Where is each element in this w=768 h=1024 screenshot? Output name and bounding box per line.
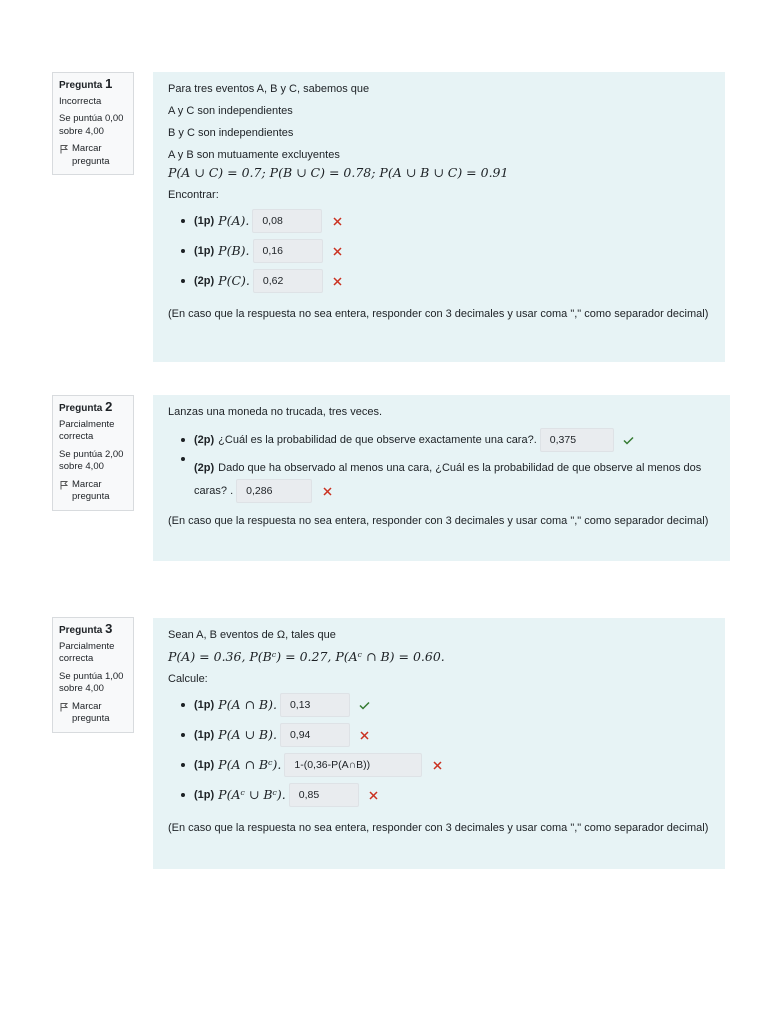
subquestion-item [168,780,711,810]
subquestion-list [168,690,711,810]
question-number: 3 [105,621,113,636]
answer-field[interactable]: 0,375 [540,428,614,452]
condition-line: A y B son mutuamente excluyentes [168,149,340,161]
subquestion-list [168,206,711,296]
answer-field[interactable]: 0,08 [252,209,322,233]
math-expression: P(A ∩ B). [218,697,277,712]
question-label: Pregunta [59,625,103,636]
flag-icon [59,144,69,154]
given-probabilities: P(A) = 0.36, P(Bᶜ) = 0.27, P(Aᶜ ∩ B) = 0.60. [168,649,445,664]
points-label: (1p) [194,245,215,257]
question-grade: Se puntúa 0,00 sobre 4,00 [59,113,124,137]
cross-icon [331,244,345,258]
points-label: (1p) [194,215,215,227]
cross-icon [358,728,372,742]
check-icon [358,698,372,712]
subquestion-item [168,690,711,720]
cross-icon [367,788,381,802]
points-label: (2p) [194,462,215,474]
flag-question-button[interactable] [59,479,127,504]
cross-icon [320,484,334,498]
question-grade: Se puntúa 1,00 sobre 4,00 [59,670,124,694]
flag-label: Marcar pregunta [72,478,110,502]
question-info-2 [52,395,134,511]
question-title [59,401,127,416]
question-info-1 [52,72,134,175]
subquestion-text: ¿Cuál es la probabilidad de que observe exactamente una cara?. [218,434,537,446]
flag-label: Marcar pregunta [72,143,110,167]
condition-line: B y C son independientes [168,127,294,139]
flag-label: Marcar pregunta [72,700,110,724]
subquestion-item [168,266,711,296]
given-probabilities: P(A ∪ C) = 0.7; P(B ∪ C) = 0.78; P(A ∪ B ∪ C) = 0.91 [168,165,509,180]
question-info-3 [52,617,134,733]
instruction-text: Encontrar: [168,189,219,201]
points-label: (1p) [194,729,215,741]
answer-field[interactable]: 0,85 [289,783,359,807]
points-label: (1p) [194,789,215,801]
answer-field[interactable]: 1-(0,36-P(A∩B)) [284,753,422,777]
question-label: Pregunta [59,80,103,91]
answer-field[interactable]: 0,286 [236,479,312,503]
question-content-2 [153,395,730,561]
answer-format-note: (En caso que la respuesta no sea entera, responder con 3 decimales y usar coma "," como separador decimal) [168,822,709,834]
answer-field[interactable]: 0,62 [253,269,323,293]
subquestion-item [168,720,711,750]
subquestion-item [168,206,711,236]
question-intro: Lanzas una moneda no trucada, tres veces. [168,406,383,418]
answer-format-note: (En caso que la respuesta no sea entera, responder con 3 decimales y usar coma "," como separador decimal) [168,308,709,320]
math-expression: P(A ∪ B). [218,727,277,742]
question-title [59,78,127,93]
question-number: 1 [105,76,113,91]
math-expression: P(C). [218,273,250,288]
flag-question-button[interactable] [59,701,127,726]
points-label: (1p) [194,759,215,771]
points-label: (2p) [194,434,215,446]
question-state: Incorrecta [59,95,102,107]
question-state: Parcialmente correcta [59,418,115,442]
question-intro: Sean A, B eventos de Ω, tales que [168,629,336,641]
question-title [59,623,127,638]
cross-icon [331,274,345,288]
subquestion-item [168,750,711,780]
question-state: Parcialmente correcta [59,640,115,664]
math-expression: P(B). [218,243,250,258]
question-content-3 [153,618,725,869]
instruction-text: Calcule: [168,673,208,685]
subquestion-text: Dado que ha observado al menos una cara, ¿Cuál es la probabilidad de que observe al menos dos caras? . [194,462,702,497]
subquestion-item [168,236,711,266]
check-icon [622,433,636,447]
answer-format-note: (En caso que la respuesta no sea entera, responder con 3 decimales y usar coma "," como separador decimal) [168,515,709,527]
cross-icon [430,758,444,772]
points-label: (2p) [194,275,215,287]
cross-icon [330,214,344,228]
answer-field[interactable]: 0,13 [280,693,350,717]
math-expression: P(A). [218,213,250,228]
flag-question-button[interactable] [59,143,127,168]
subquestion-list [168,425,716,503]
question-grade: Se puntúa 2,00 sobre 4,00 [59,448,124,472]
condition-line: A y C son independientes [168,105,293,117]
question-number: 2 [105,399,113,414]
points-label: (1p) [194,699,215,711]
answer-field[interactable]: 0,94 [280,723,350,747]
math-expression: P(Aᶜ ∪ Bᶜ). [218,787,286,802]
math-expression: P(A ∩ Bᶜ). [218,757,282,772]
question-intro: Para tres eventos A, B y C, sabemos que [168,83,370,95]
subquestion-item [168,455,716,503]
question-label: Pregunta [59,403,103,414]
flag-icon [59,480,69,490]
question-content-1 [153,72,725,362]
answer-field[interactable]: 0,16 [253,239,323,263]
subquestion-item [168,425,716,455]
flag-icon [59,702,69,712]
